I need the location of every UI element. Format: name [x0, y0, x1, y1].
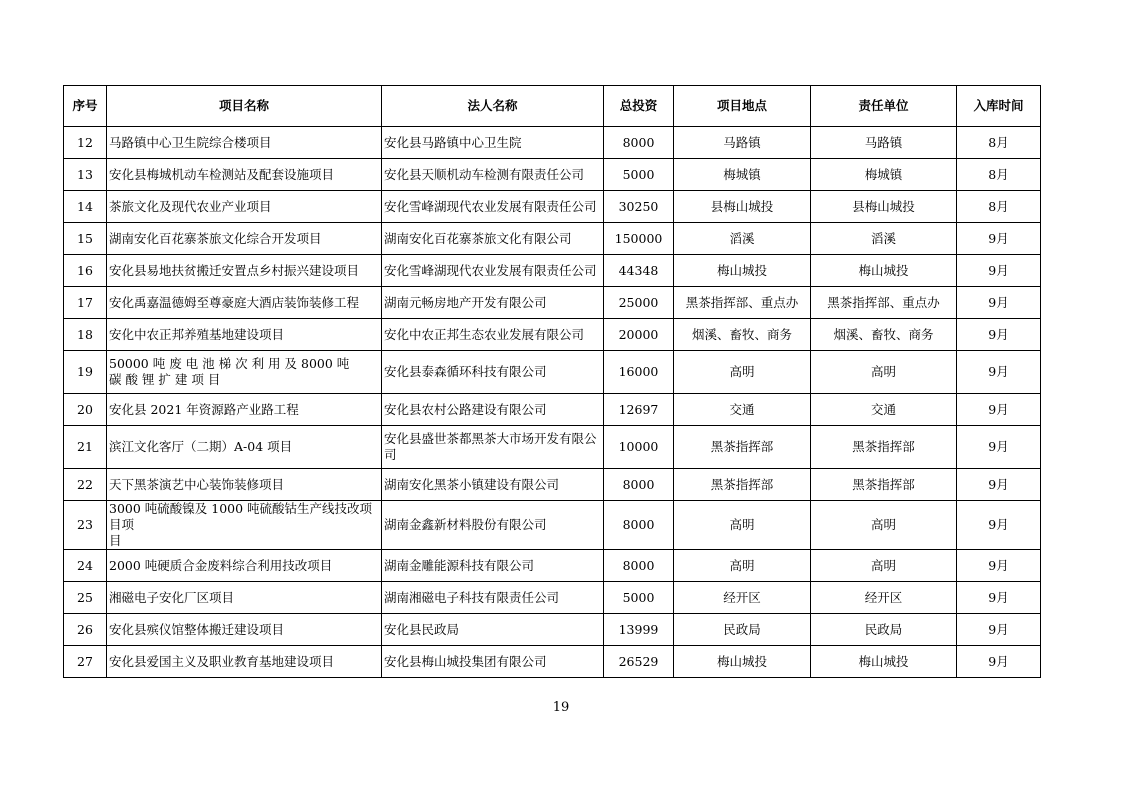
cell-no: 21 [64, 426, 107, 469]
cell-legal-entity: 湖南金雕能源科技有限公司 [382, 550, 604, 582]
cell-investment: 5000 [604, 582, 674, 614]
cell-no: 22 [64, 469, 107, 501]
cell-responsible-unit: 滔溪 [811, 223, 957, 255]
table-row [64, 394, 1041, 426]
cell-location: 梅山城投 [674, 646, 811, 678]
table-row [64, 582, 1041, 614]
cell-entry-month: 9月 [957, 469, 1041, 501]
cell-legal-entity: 湖南元畅房地产开发有限公司 [382, 287, 604, 319]
cell-no: 13 [64, 159, 107, 191]
cell-location: 梅山城投 [674, 255, 811, 287]
cell-project-name: 安化县爱国主义及职业教育基地建设项目 [107, 646, 382, 678]
cell-responsible-unit: 马路镇 [811, 127, 957, 159]
cell-entry-month: 9月 [957, 426, 1041, 469]
table-row [64, 469, 1041, 501]
cell-investment: 26529 [604, 646, 674, 678]
table-row [64, 426, 1041, 469]
cell-entry-month: 9月 [957, 501, 1041, 550]
cell-investment: 12697 [604, 394, 674, 426]
cell-project-name: 安化县易地扶贫搬迁安置点乡村振兴建设项目 [107, 255, 382, 287]
cell-project-name-line: 碳 酸 锂 扩 建 项 目 [109, 372, 221, 387]
cell-investment: 8000 [604, 469, 674, 501]
cell-legal-entity: 安化县天顺机动车检测有限责任公司 [382, 159, 604, 191]
cell-investment: 5000 [604, 159, 674, 191]
cell-investment: 150000 [604, 223, 674, 255]
cell-location: 高明 [674, 550, 811, 582]
table-row [64, 255, 1041, 287]
cell-responsible-unit: 交通 [811, 394, 957, 426]
cell-no: 12 [64, 127, 107, 159]
cell-no: 16 [64, 255, 107, 287]
cell-legal-entity: 安化县泰森循环科技有限公司 [382, 351, 604, 394]
cell-no: 24 [64, 550, 107, 582]
cell-entry-month: 9月 [957, 255, 1041, 287]
cell-entry-month: 9月 [957, 582, 1041, 614]
cell-investment: 20000 [604, 319, 674, 351]
cell-responsible-unit: 高明 [811, 351, 957, 394]
cell-responsible-unit: 烟溪、畜牧、商务 [811, 319, 957, 351]
header-serial-no: 序号 [64, 86, 107, 127]
table-row [64, 614, 1041, 646]
cell-no: 14 [64, 191, 107, 223]
cell-legal-entity: 湖南金鑫新材料股份有限公司 [382, 501, 604, 550]
cell-investment: 30250 [604, 191, 674, 223]
cell-no: 19 [64, 351, 107, 394]
cell-legal-entity: 安化中农正邦生态农业发展有限公司 [382, 319, 604, 351]
cell-location: 高明 [674, 351, 811, 394]
cell-investment: 8000 [604, 501, 674, 550]
cell-entry-month: 8月 [957, 127, 1041, 159]
cell-project-name: 天下黑茶演艺中心装饰装修项目 [107, 469, 382, 501]
cell-location: 烟溪、畜牧、商务 [674, 319, 811, 351]
cell-location: 高明 [674, 501, 811, 550]
header-responsible-unit: 责任单位 [811, 86, 957, 127]
cell-project-name-line: 3000 吨硫酸镍及 1000 吨硫酸钴生产线技改项目项 [109, 501, 373, 532]
cell-responsible-unit: 梅城镇 [811, 159, 957, 191]
table-row [64, 159, 1041, 191]
cell-no: 26 [64, 614, 107, 646]
cell-responsible-unit: 黑茶指挥部 [811, 469, 957, 501]
cell-investment: 44348 [604, 255, 674, 287]
cell-no: 15 [64, 223, 107, 255]
table-row [64, 127, 1041, 159]
table-header-row [64, 86, 1041, 127]
cell-project-name: 2000 吨硬质合金废料综合利用技改项目 [107, 550, 382, 582]
cell-project-name: 安化县 2021 年资源路产业路工程 [107, 394, 382, 426]
table-row [64, 191, 1041, 223]
cell-project-name: 茶旅文化及现代农业产业项目 [107, 191, 382, 223]
cell-entry-month: 8月 [957, 191, 1041, 223]
cell-location: 黑茶指挥部 [674, 469, 811, 501]
cell-entry-month: 9月 [957, 646, 1041, 678]
cell-legal-entity: 安化县民政局 [382, 614, 604, 646]
header-legal-entity: 法人名称 [382, 86, 604, 127]
cell-location: 黑茶指挥部、重点办 [674, 287, 811, 319]
cell-responsible-unit: 黑茶指挥部、重点办 [811, 287, 957, 319]
page-number: 19 [552, 700, 570, 715]
cell-project-name-line: 50000 吨 废 电 池 梯 次 利 用 及 8000 吨 [109, 356, 350, 371]
cell-investment: 16000 [604, 351, 674, 394]
cell-entry-month: 9月 [957, 394, 1041, 426]
cell-no: 20 [64, 394, 107, 426]
cell-legal-entity: 安化雪峰湖现代农业发展有限责任公司 [382, 255, 604, 287]
cell-entry-month: 8月 [957, 159, 1041, 191]
cell-project-name [107, 351, 382, 394]
cell-project-name: 湘磁电子安化厂区项目 [107, 582, 382, 614]
cell-legal-entity: 安化县梅山城投集团有限公司 [382, 646, 604, 678]
cell-responsible-unit: 高明 [811, 501, 957, 550]
cell-investment: 13999 [604, 614, 674, 646]
cell-investment: 8000 [604, 127, 674, 159]
cell-entry-month: 9月 [957, 223, 1041, 255]
cell-project-name: 安化中农正邦养殖基地建设项目 [107, 319, 382, 351]
table-row [64, 287, 1041, 319]
cell-project-name: 安化禹嘉温德姆至尊豪庭大酒店装饰装修工程 [107, 287, 382, 319]
cell-responsible-unit: 经开区 [811, 582, 957, 614]
cell-legal-entity: 湖南湘磁电子科技有限责任公司 [382, 582, 604, 614]
cell-responsible-unit: 高明 [811, 550, 957, 582]
cell-location: 经开区 [674, 582, 811, 614]
cell-location: 民政局 [674, 614, 811, 646]
cell-entry-month: 9月 [957, 351, 1041, 394]
cell-legal-entity [382, 426, 604, 469]
cell-project-name: 安化县梅城机动车检测站及配套设施项目 [107, 159, 382, 191]
cell-entry-month: 9月 [957, 287, 1041, 319]
cell-no: 18 [64, 319, 107, 351]
header-entry-time: 入库时间 [957, 86, 1041, 127]
cell-project-name-line: 目 [109, 533, 122, 548]
cell-project-name: 安化县殡仪馆整体搬迁建设项目 [107, 614, 382, 646]
table-row [64, 319, 1041, 351]
cell-entry-month: 9月 [957, 550, 1041, 582]
cell-location: 交通 [674, 394, 811, 426]
header-project-location: 项目地点 [674, 86, 811, 127]
cell-location: 马路镇 [674, 127, 811, 159]
cell-legal-entity: 安化雪峰湖现代农业发展有限责任公司 [382, 191, 604, 223]
cell-entry-month: 9月 [957, 614, 1041, 646]
cell-legal-entity-line: 安化县盛世茶都黑茶大市场开发有限公 [384, 431, 597, 446]
cell-responsible-unit: 梅山城投 [811, 255, 957, 287]
cell-location: 滔溪 [674, 223, 811, 255]
cell-responsible-unit: 民政局 [811, 614, 957, 646]
project-table [63, 85, 1041, 678]
cell-location: 县梅山城投 [674, 191, 811, 223]
cell-responsible-unit: 县梅山城投 [811, 191, 957, 223]
cell-responsible-unit: 黑茶指挥部 [811, 426, 957, 469]
table-row [64, 550, 1041, 582]
cell-no: 25 [64, 582, 107, 614]
cell-investment: 25000 [604, 287, 674, 319]
table-row [64, 223, 1041, 255]
table-row [64, 501, 1041, 550]
cell-responsible-unit: 梅山城投 [811, 646, 957, 678]
cell-legal-entity: 湖南安化百花寨茶旅文化有限公司 [382, 223, 604, 255]
cell-legal-entity: 安化县农村公路建设有限公司 [382, 394, 604, 426]
cell-no: 23 [64, 501, 107, 550]
table-row [64, 351, 1041, 394]
cell-no: 17 [64, 287, 107, 319]
cell-project-name: 湖南安化百花寨茶旅文化综合开发项目 [107, 223, 382, 255]
header-total-investment: 总投资 [604, 86, 674, 127]
cell-legal-entity: 湖南安化黑茶小镇建设有限公司 [382, 469, 604, 501]
cell-location: 黑茶指挥部 [674, 426, 811, 469]
table-row [64, 646, 1041, 678]
cell-location: 梅城镇 [674, 159, 811, 191]
cell-project-name: 滨江文化客厅（二期）A-04 项目 [107, 426, 382, 469]
cell-legal-entity-line: 司 [384, 447, 397, 462]
cell-investment: 10000 [604, 426, 674, 469]
cell-entry-month: 9月 [957, 319, 1041, 351]
cell-investment: 8000 [604, 550, 674, 582]
cell-project-name [107, 501, 382, 550]
cell-project-name: 马路镇中心卫生院综合楼项目 [107, 127, 382, 159]
header-project-name: 项目名称 [107, 86, 382, 127]
cell-no: 27 [64, 646, 107, 678]
cell-legal-entity: 安化县马路镇中心卫生院 [382, 127, 604, 159]
